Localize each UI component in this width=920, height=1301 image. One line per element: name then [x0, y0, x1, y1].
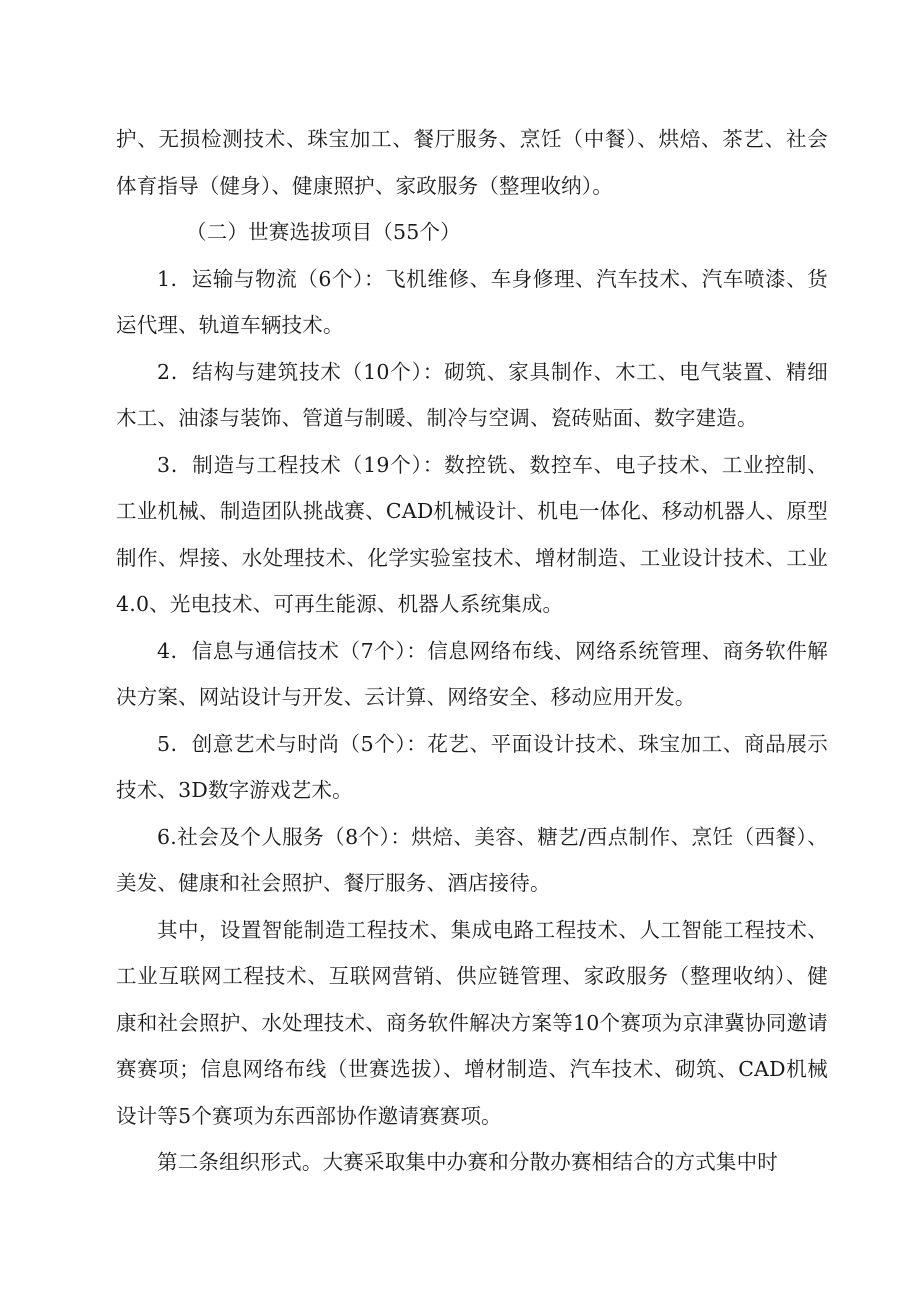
paragraph-information-communication: 4．信息与通信技术（7个）：信息网络布线、网络系统管理、商务软件解决方案、网站设计与开发、云计算、网络安全、移动应用开发。	[116, 638, 828, 709]
paragraph-continuation: 护、无损检测技术、珠宝加工、餐厅服务、烹饪（中餐）、烘焙、茶艺、社会体育指导（健身）、健康照护、家政服务（整理收纳）。	[116, 127, 828, 198]
paragraph-invitational-events: 其中，设置智能制造工程技术、集成电路工程技术、人工智能工程技术、工业互联网工程技术、互联网营销、供应链管理、家政服务（整理收纳）、健康和社会照护、水处理技术、商务软件解决方案等10个赛项为京津冀协同邀请赛赛项；信息网络布线（世赛选拔）、增材制造、汽车技术、砌筑、CAD机械设计等5个赛项为东西部协作邀请赛赛项。	[116, 917, 828, 1128]
paragraph-social-personal-services: 6.社会及个人服务（8个）：烘焙、美容、糖艺/西点制作、烹饪（西餐）、美发、健康和社会照护、餐厅服务、酒店接待。	[116, 824, 828, 895]
paragraph-creative-arts-fashion: 5．创意艺术与时尚（5个）：花艺、平面设计技术、珠宝加工、商品展示技术、3D数字游戏艺术。	[116, 731, 828, 802]
paragraph-construction-building: 2．结构与建筑技术（10个）：砌筑、家具制作、木工、电气装置、精细木工、油漆与装饰、管道与制暖、制冷与空调、瓷砖贴面、数字建造。	[116, 359, 828, 430]
paragraph-manufacturing-engineering: 3．制造与工程技术（19个）：数控铣、数控车、电子技术、工业控制、工业机械、制造团队挑战赛、CAD机械设计、机电一体化、移动机器人、原型制作、焊接、水处理技术、化学实验室技术、增材制造、工业设计技术、工业4.0、光电技术、可再生能源、机器人系统集成。	[116, 452, 828, 616]
section-heading-world-skills-selection: （二）世赛选拔项目（55个）	[186, 220, 461, 244]
paragraph-transport-logistics: 1．运输与物流（6个）：飞机维修、车身修理、汽车技术、汽车喷漆、货运代理、轨道车辆技术。	[116, 266, 828, 337]
paragraph-article-two: 第二条组织形式。大赛采取集中办赛和分散办赛相结合的方式集中时	[157, 1150, 778, 1174]
document-body	[116, 116, 828, 1186]
